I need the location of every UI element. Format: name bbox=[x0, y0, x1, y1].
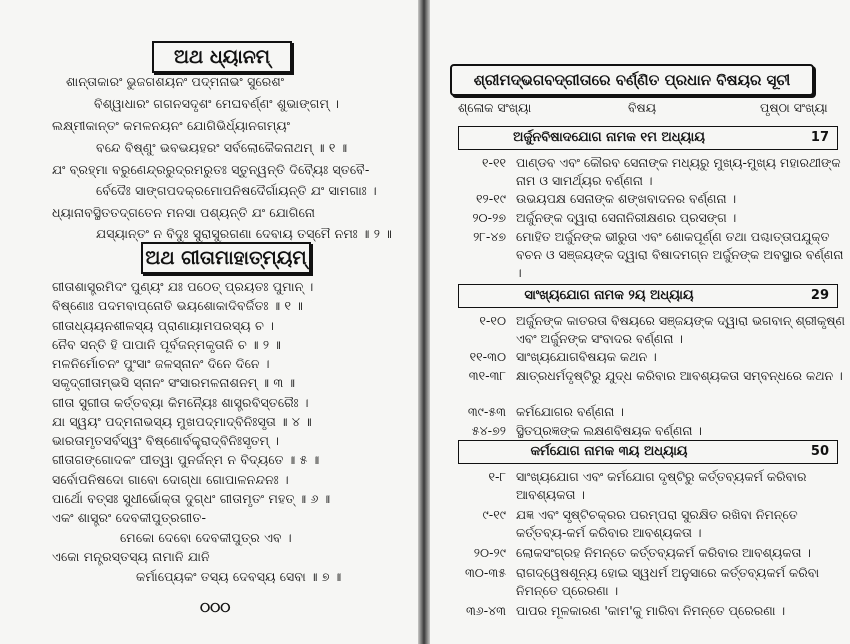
chapter-3-page: 50 bbox=[810, 444, 829, 459]
dhyanam-line-1: ଶାନ୍ତାକାରଂ ଭୁଜଗଶୟନଂ ପଦ୍ମନାଭଂ ସୁରେଶଂ bbox=[66, 74, 285, 89]
book-gutter bbox=[418, 0, 430, 644]
toc-verses: ୧୧-୩୦ bbox=[469, 349, 506, 364]
toc-topic: ଅର୍ଜୁନଙ୍କ ଦ୍ୱାରା ସେନାନିରୀକ୍ଷଣର ପ୍ରସଙ୍ଗ । bbox=[516, 210, 737, 225]
mahatmyam-line-6: ସକୃଦ୍‌ଗୀତାମ୍ଭସି ସ୍ନାନଂ ସଂସାରମଳନାଶନମ୍ ॥ ୩ ॥ bbox=[52, 375, 296, 390]
mahatmyam-line-4: ନୈବ ସନ୍ତି ହି ପାପାନି ପୂର୍ବଜନ୍ମକୃତାନି ଚ ॥ ୨ ॥ bbox=[52, 337, 282, 352]
chapter-2-page: 29 bbox=[810, 288, 829, 303]
dhyanam-line-7: ଧ୍ୟାନାବସ୍ଥିତତଦ୍ଗତେନ ମନସା ପଶ୍ୟନ୍ତି ଯଂ ଯୋଗିନୋ bbox=[52, 205, 316, 220]
toc-topic: ଯଜ୍ଞ ଏବଂ ସୃଷ୍ଟିଚକ୍ରର ପରମ୍ପରା ସୁରକ୍ଷିତ ରଖିବା ନିମନ୍ତେ କର୍ତ୍ତବ୍ୟ-କର୍ମ କରିବାର ଆବଶ୍ୟକତା । bbox=[516, 507, 798, 540]
mahatmyam-line-15: ଏକୋ ମନ୍ତ୍ରସ୍ତସ୍ୟ ନାମାନି ଯାନି bbox=[52, 549, 210, 564]
dhyanam-line-3: ଲକ୍ଷ୍ମୀକାନ୍ତଂ କମଳନୟନଂ ଯୋଗିଭିର୍ଧ୍ୟାନଗମ୍ୟଂ bbox=[52, 118, 291, 133]
chapter-1-header bbox=[458, 126, 838, 150]
dhyanam-line-8: ଯସ୍ୟାନ୍ତଂ ନ ବିଦୁଃ ସୁରାସୁରଗଣା ଦେବାୟ ତସ୍ମୈ ନମଃ ॥ ୨ ॥ bbox=[96, 226, 392, 241]
col-page-number: ପୃଷ୍ଠା ସଂଖ୍ୟା bbox=[760, 100, 828, 115]
mahatmyam-line-16: କର୍ମାପ୍ୟେକଂ ତସ୍ୟ ଦେବସ୍ୟ ସେବା ॥ ୭ ॥ bbox=[136, 569, 342, 584]
mahatmyam-line-1: ଗୀତାଶାସ୍ତ୍ରମିଦଂ ପୁଣ୍ୟଂ ଯଃ ପଠେତ୍ ପ୍ରୟତଃ ପୁମାନ୍ । bbox=[52, 279, 314, 294]
mahatmyam-line-5: ମଳନିର୍ମୋଚନଂ ପୁଂସାଂ ଜଳସ୍ନାନଂ ଦିନେ ଦିନେ । bbox=[52, 356, 270, 371]
chapter-3-title: କର୍ମଯୋଗ ନାମକ ୩ୟ ଅଧ୍ୟାୟ bbox=[530, 444, 688, 459]
mahatmyam-line-13: ଏକଂ ଶାସ୍ତ୍ରଂ ଦେବକୀପୁତ୍ରଗୀତ- bbox=[52, 510, 207, 525]
mahatmyam-line-12: ପାର୍ଥୋ ବତ୍ସଃ ସୁଧୀର୍ଭୋକ୍ତା ଦୁଗ୍ଧଂ ଗୀତାମୃତଂ ମହତ୍ ॥ ୬ ॥ bbox=[52, 491, 331, 506]
chapter-1-page: 17 bbox=[810, 130, 829, 145]
toc-topic: ପାପର ମୂଳକାରଣ 'କାମ'କୁ ମାରିବା ନିମନ୍ତେ ପ୍ରେରଣା । bbox=[516, 603, 786, 618]
toc-verses: ୧-୮ bbox=[488, 469, 506, 484]
toc-verses: ୩୧-୩୮ bbox=[468, 368, 506, 383]
chapter-2-title: ସାଂଖ୍ୟଯୋଗ ନାମକ ୨ୟ ଅଧ୍ୟାୟ bbox=[524, 288, 694, 303]
toc-topic: ସ୍ଥିତପ୍ରଜ୍ଞଙ୍କ ଲକ୍ଷଣବିଷୟକ ବର୍ଣ୍ଣନା । bbox=[516, 423, 703, 438]
mahatmyam-line-7: ଗୀତା ସୁଗୀତା କର୍ତ୍ତବ୍ୟା କିମନ୍ୟୈଃ ଶାସ୍ତ୍ରବିସ୍ତରୈଃ । bbox=[52, 395, 309, 410]
mahatmyam-line-10: ଗୀତାଗଙ୍ଗୋଦକଂ ପୀତ୍ୱା ପୁନର୍ଜନ୍ମ ନ ବିଦ୍ୟତେ ॥ ୫ ॥ bbox=[52, 452, 320, 467]
dhyanam-line-4: ବନ୍ଦେ ବିଷ୍ଣୁଂ ଭବଭୟହରଂ ସର୍ବଲୋକୈକନାଥମ୍ ॥ ୧ ॥ bbox=[96, 140, 348, 155]
toc-topic: କର୍ମଯୋଗର ବର୍ଣ୍ଣନା । bbox=[516, 404, 624, 419]
toc-verses: ୨୦-୨୭ bbox=[472, 210, 506, 225]
dhyanam-title: ଅଥ ଧ୍ୟାନମ୍ bbox=[152, 41, 292, 73]
mahatmyam-line-2: ବିଷ୍ଣୋଃ ପଦମବାପ୍ନୋତି ଭୟଶୋକାଦିବର୍ଜିତଃ ॥ ୧ ॥ bbox=[52, 298, 303, 313]
toc-topic: ଉଭୟପକ୍ଷ ସେନାଙ୍କ ଶଙ୍ଖବାଦନର ବର୍ଣ୍ଣନା । bbox=[516, 191, 737, 206]
page-number: ୦୦୦ bbox=[200, 600, 231, 616]
col-verse-count: ଶ୍ଳୋକ ସଂଖ୍ୟା bbox=[458, 100, 532, 115]
mahatmyam-line-8: ଯା ସ୍ୱୟଂ ପଦ୍ମନାଭସ୍ୟ ମୁଖପଦ୍ମାଦ୍‌ବିନିଃସୃତା ॥ ୪ ॥ bbox=[52, 414, 312, 429]
chapter-2-header bbox=[458, 284, 838, 308]
toc-topic: ପାଣ୍ଡବ ଏବଂ କୌରବ ସେନାଙ୍କ ମଧ୍ୟରୁ ମୁଖ୍ୟ-ମୁଖ୍ୟ ମହାରଥୀଙ୍କ ନାମ ଓ ସାମର୍ଥ୍ୟର ବର୍ଣ୍ଣନା । bbox=[516, 155, 841, 188]
mahatmyam-line-11: ସର୍ବୋପନିଷଦୋ ଗାବୋ ଦୋଗ୍‌ଧା ଗୋପାଳନନ୍ଦନଃ । bbox=[52, 472, 289, 487]
toc-topic: ଲୋକସଂଗ୍ରହ ନିମନ୍ତେ କର୍ତ୍ତବ୍ୟକର୍ମ କରିବାର ଆବଶ୍ୟକତା । bbox=[516, 545, 812, 560]
col-subject: ବିଷୟ bbox=[628, 100, 657, 115]
toc-verses: ୧-୧୧ bbox=[481, 155, 506, 170]
toc-topic: ମୋହିତ ଅର୍ଜୁନଙ୍କ ଭୀରୁତା ଏବଂ ଶୋକପୂର୍ଣ୍ଣ ତଥା ପଶ୍ଚାତ୍ତାପଯୁକ୍ତ ବଚନ ଓ ସଞ୍ଜୟଙ୍କ ଦ୍ୱାରା ବିଷାଦମଗ୍ନ ଅର୍ଜୁନଙ୍କ ଅବସ୍ଥାର ବର୍ଣ୍ଣନା । bbox=[516, 229, 844, 280]
toc-topic: କ୍ଷାତ୍ରଧର୍ମଦୃଷ୍ଟିରୁ ଯୁଦ୍ଧ କରିବାର ଆବଶ୍ୟକତା ସମ୍ବନ୍ଧରେ କଥନ । bbox=[516, 368, 843, 383]
toc-verses: ୩୬-୪୩ bbox=[465, 603, 506, 618]
toc-verses: ୫୪-୭୨ bbox=[471, 423, 506, 438]
dhyanam-line-2: ବିଶ୍ୱାଧାରଂ ଗଗନସଦୃଶଂ ମେଘବର୍ଣ୍ଣଂ ଶୁଭାଙ୍ଗମ୍ । bbox=[94, 96, 340, 111]
right-page bbox=[430, 0, 850, 644]
toc-verses: ୨୦-୨୯ bbox=[473, 545, 506, 560]
toc-topic: ସାଂଖ୍ୟଯୋଗ ଏବଂ କର୍ମଯୋଗ ଦୃଷ୍ଟିରୁ କର୍ତ୍ତବ୍ୟକର୍ମ କରିବାର ଆବଶ୍ୟକତା । bbox=[516, 469, 807, 502]
toc-verses: ୧-୧୦ bbox=[479, 313, 506, 328]
toc-topic: ସାଂଖ୍ୟଯୋଗବିଷୟକ କଥନ । bbox=[516, 349, 657, 364]
toc-verses: ୩୦-୩୫ bbox=[464, 565, 506, 580]
toc-topic: ରାଗଦ୍ୱେଷଶୂନ୍ୟ ହୋଇ ସ୍ୱଧର୍ମ ଅନୁସାରେ କର୍ତ୍ତବ୍ୟକର୍ମ କରିବା ନିମନ୍ତେ ପ୍ରେରଣା । bbox=[516, 565, 820, 598]
toc-verses: ୩୯-୫୩ bbox=[467, 404, 506, 419]
mahatmyam-line-9: ଭାରତାମୃତସର୍ବସ୍ୱଂ ବିଷ୍ଣୋର୍ବକ୍ତ୍ରାଦ୍‌ବିନିଃସୃତମ୍ । bbox=[52, 433, 280, 448]
left-page bbox=[0, 0, 418, 644]
dhyanam-line-6: ର୍ବେଦୈଃ ସାଙ୍ଗପଦକ୍ରମୋପନିଷଦୈର୍ଗାୟନ୍ତି ଯଂ ସାମଗାଃ । bbox=[96, 183, 377, 198]
chapter-1-title: ଅର୍ଜୁନବିଷାଦଯୋଗ ନାମକ ୧ମ ଅଧ୍ୟାୟ bbox=[513, 130, 705, 145]
mahatmyam-title: ଅଥ ଗୀତାମାହାତ୍ମ୍ୟମ୍ bbox=[141, 242, 311, 274]
toc-verses: ୯-୧୯ bbox=[482, 507, 506, 522]
chapter-3-header bbox=[458, 440, 838, 464]
toc-verses: ୧୨-୧୯ bbox=[476, 191, 506, 206]
toc-verses: ୨୮-୪୭ bbox=[473, 229, 506, 244]
mahatmyam-line-3: ଗୀତାଧ୍ୟୟନଶୀଳସ୍ୟ ପ୍ରାଣାୟାମପରସ୍ୟ ଚ । bbox=[52, 318, 275, 333]
dhyanam-line-5: ଯଂ ବ୍ରହ୍ମା ବରୁଣେନ୍ଦ୍ରରୁଦ୍ରମରୁତଃ ସ୍ତୁନ୍ୱନ୍ତି ଦିବ୍ୟୈଃ ସ୍ତବୈ- bbox=[52, 162, 370, 177]
toc-title: ଶ୍ରୀମଦ୍‌ଭଗବଦ୍‌ଗୀତାରେ ବର୍ଣ୍ଣିତ ପ୍ରଧାନ ବିଷୟର ସୂଚୀ bbox=[450, 64, 814, 96]
mahatmyam-line-14: ମେକୋ ଦେବୋ ଦେବକୀପୁତ୍ର ଏବ । bbox=[120, 530, 292, 545]
toc-topic: ଅର୍ଜୁନଙ୍କ କାତରତା ବିଷୟରେ ସଞ୍ଜୟଙ୍କ ଦ୍ୱାରା ଭଗବାନ୍ ଶ୍ରୀକୃଷ୍ଣ ଏବଂ ଅର୍ଜୁନଙ୍କ ସଂବାଦର ବର୍ଣ୍ଣନା । bbox=[516, 313, 845, 346]
